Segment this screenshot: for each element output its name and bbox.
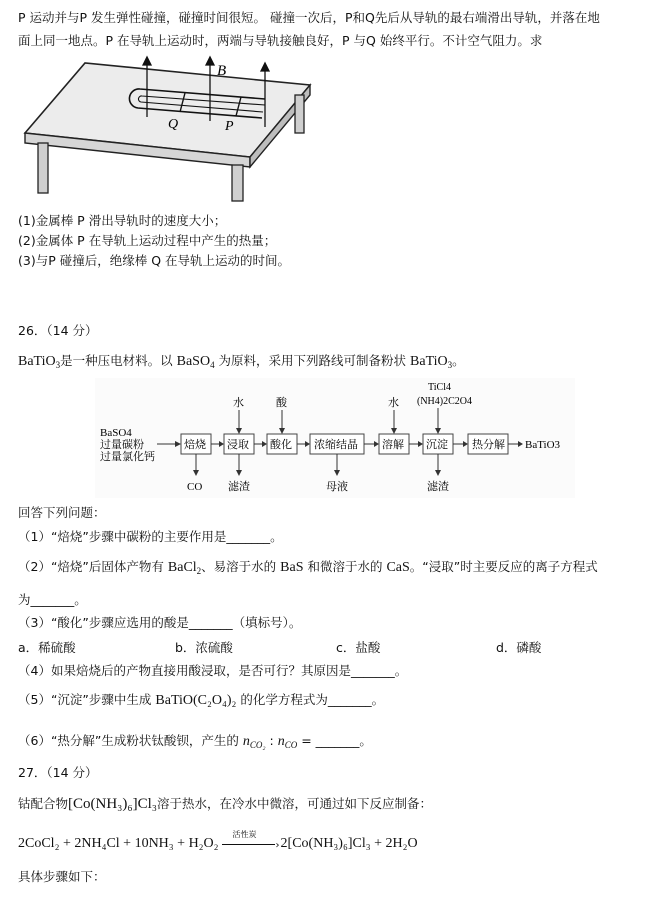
byproduct-co: CO bbox=[187, 481, 203, 493]
formula-cobalt-complex: [Co(NH₃)₆]Cl₃ bbox=[68, 796, 158, 812]
input-cacl2: 过量氯化钙 bbox=[100, 451, 155, 463]
p25-question-1: (1)金属棒 P 滑出导轨时的速度大小； bbox=[18, 213, 227, 228]
catalyst-label: 活性炭 bbox=[232, 829, 257, 839]
reagent-oxalate: (NH4)2C2O4 bbox=[417, 396, 472, 407]
output-batio3: BaTiO3 bbox=[525, 439, 561, 451]
p26-option-c: c．盐酸 bbox=[336, 640, 381, 655]
p26-question-6: （6）“热分解”生成粉状钛酸钡，产生的 $n_{CO_2}$ : $n_{CO}$ = _______。 bbox=[18, 733, 372, 750]
p26-question-5: （5）“沉淀”步骤中生成 BaTiO(C₂O₄)₂ 的化学方程式为_______。 bbox=[18, 692, 385, 708]
byproduct-residue-1: 滤渣 bbox=[228, 481, 250, 493]
formula-batio-oxalate: BaTiO(C₂O₄)₂ bbox=[155, 693, 237, 708]
step-dissolve: 溶解 bbox=[382, 439, 404, 451]
p26-answer-prompt: 回答下列问题： bbox=[18, 505, 106, 520]
p26-option-b: b．浓硫酸 bbox=[175, 640, 233, 655]
p27-intro: 钴配合物[Co(NH₃)₆]Cl₃溶于热水，在冷水中微溶，可通过如下反应制备： bbox=[18, 796, 433, 812]
table-leg bbox=[38, 143, 48, 193]
formula-batio3: BaTiO$_3$ bbox=[18, 354, 61, 370]
step-concentrate: 浓缩结晶 bbox=[314, 439, 358, 451]
reagent-water-2: 水 bbox=[388, 397, 399, 409]
p26-question-2-cont: 为_______。 bbox=[18, 592, 87, 607]
rail-table-figure bbox=[20, 55, 320, 205]
step-leach: 浸取 bbox=[227, 439, 249, 451]
table-leg bbox=[295, 95, 304, 133]
byproduct-residue-2: 滤渣 bbox=[427, 481, 449, 493]
p27-steps-prompt: 具体步骤如下： bbox=[18, 869, 106, 884]
p26-question-2: （2）“焙烧”后固体产物有 BaCl$_2$、易溶于水的 BaS 和微溶于水的 CaS。“浸取”时主要反应的离子方程式 bbox=[18, 559, 598, 576]
reaction-arrow: 活性炭 › bbox=[219, 837, 281, 851]
step-roast: 焙烧 bbox=[184, 439, 206, 451]
byproduct-mother-liquor: 母液 bbox=[326, 481, 348, 493]
rod-label-p: P bbox=[225, 119, 234, 134]
process-flow-diagram bbox=[95, 378, 575, 498]
p25-question-3: (3)与P 碰撞后，绝缘棒 Q 在导轨上运动的时间。 bbox=[18, 253, 291, 268]
p26-option-a: a．稀硫酸 bbox=[18, 640, 76, 655]
p26-question-1: （1）“焙烧”步骤中碳粉的主要作用是_______。 bbox=[18, 529, 283, 544]
step-decompose: 热分解 bbox=[472, 439, 505, 451]
input-baso4: BaSO4 bbox=[100, 427, 132, 439]
table-leg bbox=[232, 165, 243, 201]
p26-option-d: d．磷酸 bbox=[496, 640, 542, 655]
p26-heading: 26．（14 分） bbox=[18, 323, 98, 338]
equation-reactants: 2CoCl₂ + 2NH₄Cl + 10NH₃ + H₂O₂ bbox=[18, 836, 219, 851]
p26-intro: BaTiO$_3$是一种压电材料。以 BaSO$_4$ 为原料，采用下列路线可制备粉状 BaTiO$_3$。 bbox=[18, 353, 465, 370]
reagent-acid: 酸 bbox=[276, 397, 287, 409]
reagent-ticl4: TiCl4 bbox=[428, 382, 451, 393]
p25-intro-line2: 面上同一地点。P 在导轨上运动时，两端与导轨接触良好，P 与Q 始终平行。不计空气阻力。求 bbox=[18, 33, 543, 48]
p25-question-2: (2)金属体 P 在导轨上运动过程中产生的热量； bbox=[18, 233, 277, 248]
step-acidify: 酸化 bbox=[270, 439, 292, 451]
field-label-b: B bbox=[217, 63, 227, 79]
step-precipitate: 沉淀 bbox=[426, 439, 448, 451]
p26-question-4: （4）如果焙烧后的产物直接用酸浸取，是否可行？其原因是_______。 bbox=[18, 663, 408, 678]
formula-baso4: BaSO$_4$ bbox=[176, 354, 215, 370]
input-carbon: 过量碳粉 bbox=[100, 439, 144, 451]
formula-batio3: BaTiO$_3$ bbox=[410, 354, 453, 370]
equation-products: 2[Co(NH₃)₆]Cl₃ + 2H₂O bbox=[280, 836, 418, 851]
p25-intro-line1: P 运动并与P 发生弹性碰撞，碰撞时间很短。 碰撞一次后，P和Q先后从导轨的最右端滑出导轨，并落在地 bbox=[18, 10, 600, 25]
rod-label-q: Q bbox=[168, 117, 179, 132]
p26-question-3: （3）“酸化”步骤应选用的酸是_______（填标号）。 bbox=[18, 615, 302, 630]
reagent-water-1: 水 bbox=[233, 397, 244, 409]
p27-heading: 27．（14 分） bbox=[18, 765, 98, 780]
reaction-equation bbox=[18, 829, 418, 852]
